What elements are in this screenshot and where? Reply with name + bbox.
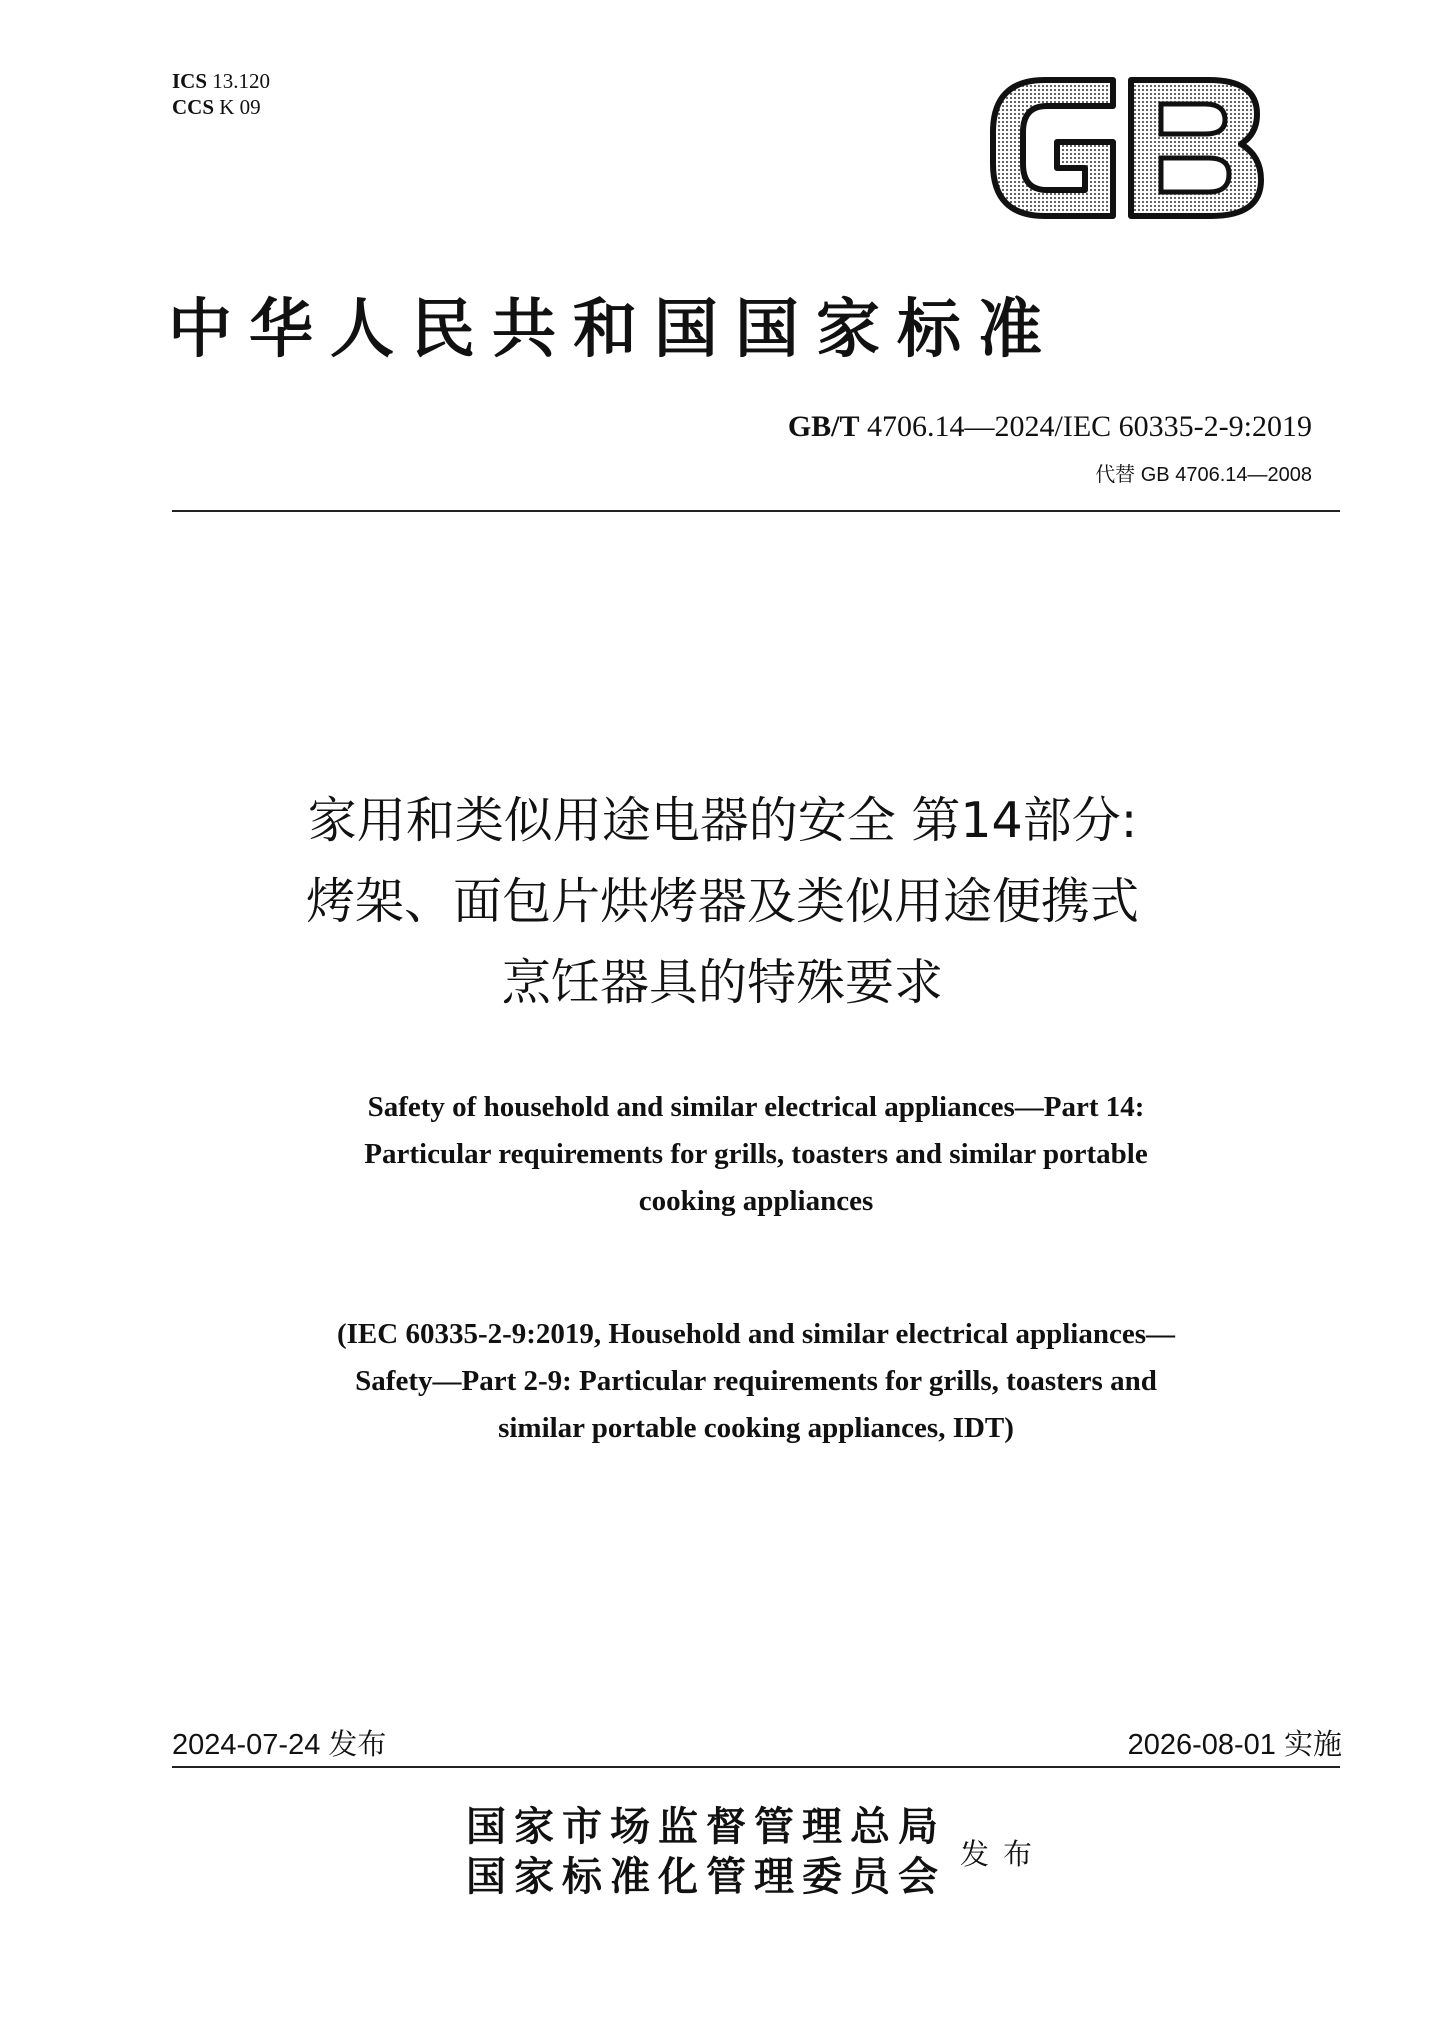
issue-date: 2024-07-24 发布 [172,1729,387,1761]
replaces-label: 代替 [1095,464,1136,486]
replaces-standard [1095,458,1312,487]
replaces-number: GB 4706.14—2008 [1140,464,1312,486]
ics-code: ICS 13.120 [172,69,271,93]
effective-date: 2026-08-01 实施 [1127,1729,1342,1761]
title-en-line: cooking appliances [638,1185,874,1217]
publisher-name: 国家标准化管理委员会 [466,1853,946,1900]
title-cn-line: 家用和类似用途电器的安全 第14部分: [307,792,1138,849]
gb-logo-icon [985,72,1267,222]
title-chinese [100,780,1345,1023]
publish-action: 发布 [960,1837,1047,1871]
iec-line: similar portable cooking appliances, IDT) [498,1412,1014,1444]
standard-number-rest: 4706.14—2024/IEC 60335-2-9:2019 [867,410,1312,443]
title-en-line: Safety of household and similar electrical appliances—Part 14: [367,1091,1145,1123]
publishers [466,1802,946,1902]
publisher-name: 国家市场监督管理总局 [466,1803,946,1850]
title-cn-line: 烹饪器具的特殊要求 [501,954,943,1011]
gb-logo [985,72,1267,222]
classification-codes [172,68,270,120]
standard-number [788,410,1312,444]
national-standard-title: 中华人民共和国国家标准 [168,292,1059,367]
bottom-divider [172,1766,1340,1768]
iec-line: (IEC 60335-2-9:2019, Household and similar electrical appliances— [336,1318,1176,1350]
standard-number-prefix: GB/T [787,410,860,443]
top-divider [172,510,1340,512]
iec-line: Safety—Part 2-9: Particular requirements for grills, toasters and [355,1365,1157,1397]
iec-reference [172,1311,1340,1452]
title-english [172,1084,1340,1225]
title-cn-line: 烤架、面包片烘烤器及类似用途便携式 [305,873,1139,930]
title-en-line: Particular requirements for grills, toasters and similar portable [364,1138,1148,1170]
ccs-code: CCS K 09 [172,95,261,119]
